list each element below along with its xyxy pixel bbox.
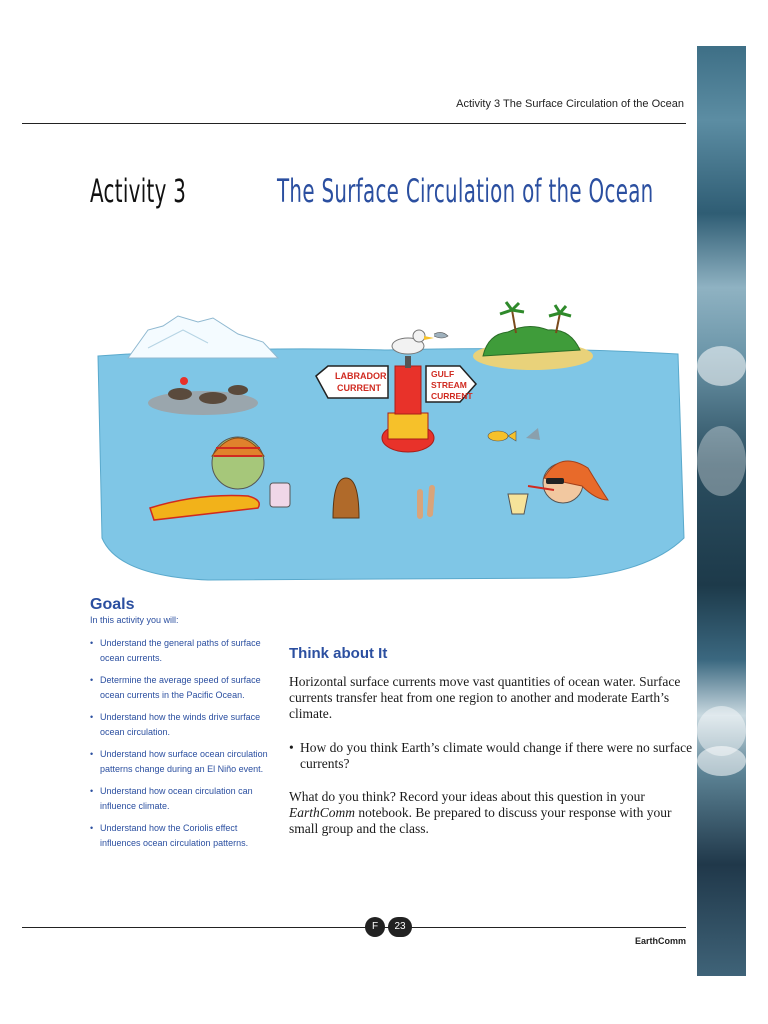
goals-intro: In this activity you will: <box>90 615 179 625</box>
ocean-wave-photo <box>697 46 746 976</box>
ocean-cartoon-illustration <box>88 238 694 588</box>
header-rule <box>22 123 686 124</box>
goals-list <box>90 636 275 858</box>
sign-gulf-line-1: GULF <box>431 369 455 379</box>
paragraph-2-end: notebook. Be prepared to discuss your response with your small group and the class. <box>289 805 672 836</box>
earthcomm-emphasis: EarthComm <box>289 805 356 820</box>
paragraph-2-start: What do you think? Record your ideas about this question in your <box>289 789 645 804</box>
goal-item: • Understand how the Coriolis effect influences ocean circulation patterns. <box>90 821 275 851</box>
goal-item: • Determine the average speed of surface ocean currents in the Pacific Ocean. <box>90 673 275 703</box>
goals-heading: Goals <box>90 596 135 613</box>
footer-brand: EarthComm <box>634 936 686 946</box>
think-paragraph-1: Horizontal surface currents move vast quantities of ocean water. Surface currents transfer heat from one region to another and moderate Earth’s climate. <box>289 674 681 721</box>
goal-item: • Understand how the winds drive surface ocean circulation. <box>90 710 275 740</box>
think-about-it-heading: Think about It <box>289 645 388 662</box>
goal-item: • Understand the general paths of surface ocean currents. <box>90 636 275 666</box>
sign-labrador-current <box>316 366 388 398</box>
footer-rule <box>22 927 686 928</box>
goal-item: • Understand how ocean circulation can influence climate. <box>90 784 275 814</box>
think-question: • How do you think Earth’s climate would change if there were no surface currents? <box>289 740 700 772</box>
sign-gulf-line-3: CURRENT <box>431 391 473 401</box>
section-letter-badge: F <box>365 917 385 937</box>
sign-labrador-line-2: CURRENT <box>337 383 381 393</box>
sign-gulf-line-2: STREAM <box>431 380 467 390</box>
sign-labrador-line-1: LABRADOR <box>335 371 387 381</box>
activity-title: The Surface Circulation of the Ocean <box>277 172 654 210</box>
page-number-badge: 23 <box>388 917 412 937</box>
activity-label: Activity 3 <box>90 172 187 210</box>
goal-item: • Understand how surface ocean circulation patterns change during an El Niño event. <box>90 747 275 777</box>
running-head: Activity 3 The Surface Circulation of the Ocean <box>456 98 684 110</box>
think-paragraph-2 <box>289 789 689 837</box>
